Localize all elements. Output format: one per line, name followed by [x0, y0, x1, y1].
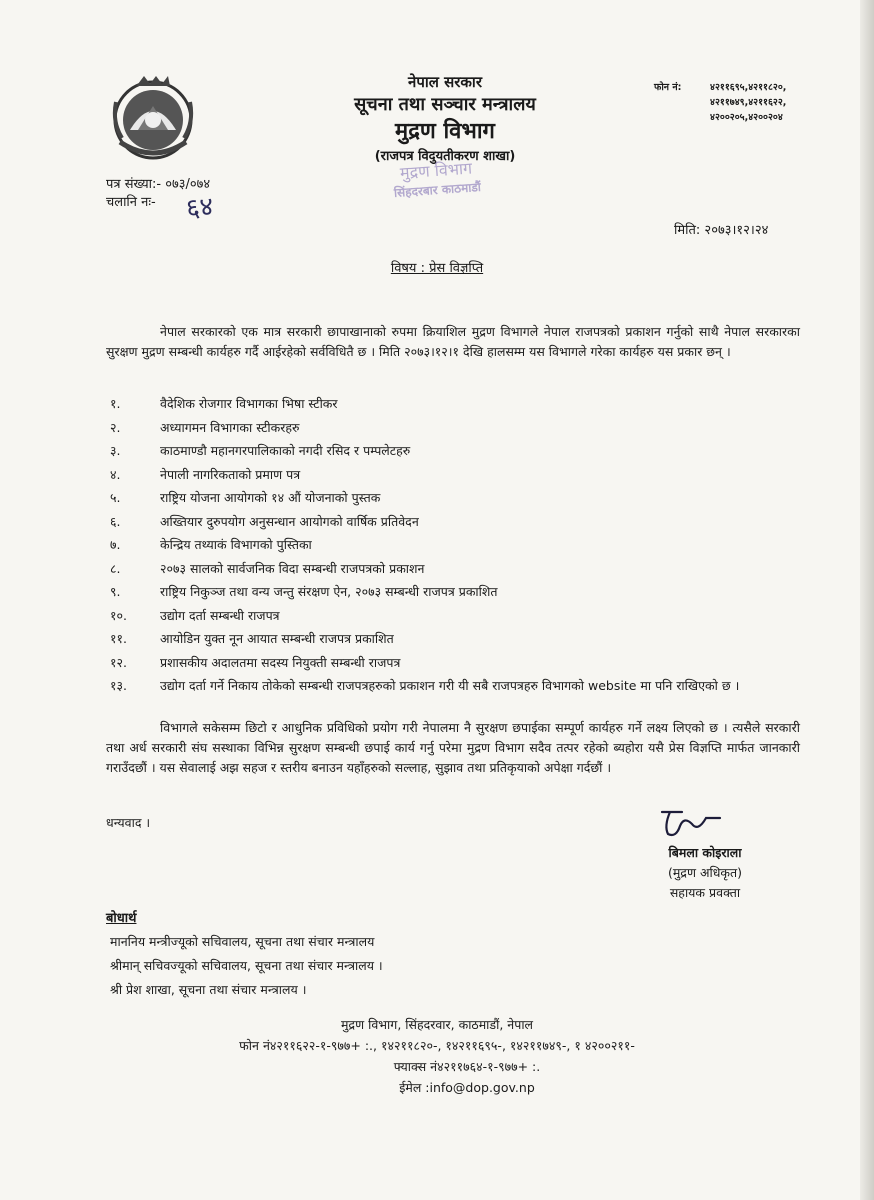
list-item-number: ६.	[110, 513, 121, 529]
list-item-number: ११.	[110, 631, 127, 646]
activity-list	[110, 394, 806, 720]
signatory-designation: (मुद्रण अधिकृत)	[667, 865, 743, 880]
list-item	[110, 535, 806, 559]
closing-paragraph: विभागले सकेसम्म छिटो र आधुनिक प्रविधिको प्रयोग गरी नेपालमा नै सुरक्षण छपाईका सम्पूर्ण कार्यहरु गर्ने लक्ष्य लिएको छ । त्यसैले सरकारी तथा अर्ध सरकारी संघ सस्थाका विभिन्न सुरक्षण सम्बन्धी छपाई कार्य गर्नु परेमा मुद्रण विभाग सदैव तत्पर रहेको ब्यहोरा यसै प्रेस विज्ञप्ति मार्फत जानकारी गराउँदछौं । यस सेवालाई अझ सहज र स्तरीय बनाउन यहाँहरुको सल्लाह, सुझाव तथा प्रतिकृयाको अपेक्षा गर्दछौं ।	[106, 720, 800, 775]
list-item-text: अध्यागमन विभागका स्टीकरहरु	[160, 419, 300, 435]
government-name: नेपाल सरकार	[408, 73, 482, 91]
cc-title: बोधार्थ	[106, 911, 137, 926]
list-item	[110, 629, 806, 653]
list-item-text: काठमाण्डौ महानगरपालिकाको नगदी रसिद र पम्पलेटहरु	[160, 443, 411, 458]
signature-block	[640, 804, 780, 900]
list-item-text: राष्ट्रिय योजना आयोगको १४ औं योजनाको पुस्तक	[160, 490, 381, 505]
letter-date: मिति: २०७३।१२।२४	[674, 223, 769, 238]
department-name: मुद्रण विभाग	[395, 119, 495, 144]
list-item-number: १.	[110, 396, 121, 411]
list-item	[110, 394, 806, 418]
signatory-role: सहायक प्रवक्ता	[669, 885, 741, 900]
list-item	[110, 512, 806, 536]
footer-address: मुद्रण विभाग, सिंहदरवार, काठमाडौं, नेपाल	[340, 1017, 534, 1032]
footer-email: ईमेल :info@dop.gov.np	[399, 1080, 535, 1095]
list-item-number: २.	[110, 419, 121, 435]
cc-list	[110, 930, 383, 1002]
list-item	[110, 653, 806, 677]
list-item	[110, 418, 806, 442]
thanks-text: धन्यवाद ।	[106, 815, 151, 830]
list-item-text: उद्योग दर्ता सम्बन्धी राजपत्र	[160, 607, 280, 623]
list-item-text: प्रशासकीय अदालतमा सदस्य नियुक्ती सम्बन्धी राजपत्र	[160, 654, 401, 670]
cc-item: माननिय मन्त्रीज्यूको सचिवालय, सूचना तथा संचार मन्त्रालय	[110, 934, 375, 949]
ministry-name: सूचना तथा सञ्चार मन्त्रालय	[354, 94, 536, 115]
cc-item: श्री प्रेश शाखा, सूचना तथा संचार मन्त्रालय ।	[110, 982, 307, 997]
letter-number-value: ०७३/०७४	[165, 177, 211, 192]
footer	[0, 1014, 874, 1098]
stamp-line-1: मुद्रण विभाग	[399, 158, 473, 183]
phone-number-line: ४२११७४९,४२११६२२,	[710, 97, 787, 108]
government-emblem-icon	[108, 72, 198, 164]
letterhead	[300, 72, 590, 167]
intro-paragraph: नेपाल सरकारको एक मात्र सरकारी छापाखानाको रुपमा क्रियाशिल मुद्रण विभागले नेपाल राजपत्रको प्रकाशन गर्नुको साथै नेपाल सरकारका सुरक्षण मुद्रण सम्बन्धी कार्यहरु गर्दै आईरहेको सर्वविधितै छ । मिति २०७३।१२।१ देखि हालसम्म यस विभागले गरेका कार्यहरु यस प्रकार छन् ।	[106, 324, 800, 359]
list-item-number: ४.	[110, 466, 121, 482]
list-item-number: ८.	[110, 560, 121, 576]
list-item	[110, 488, 806, 512]
list-item-text: २०७३ सालको सार्वजनिक विदा सम्बन्धी राजपत्रको प्रकाशन	[160, 560, 425, 576]
list-item	[110, 441, 806, 465]
subject-line: विषय : प्रेस विज्ञप्ति	[390, 261, 484, 276]
list-item	[110, 606, 806, 630]
phone-label: फोन नं:	[654, 82, 682, 93]
list-item-number: ३.	[110, 443, 121, 458]
list-item-number: १३.	[110, 678, 127, 693]
list-item-number: ९.	[110, 584, 121, 599]
list-item-number: ५.	[110, 490, 121, 505]
list-item-text: नेपाली नागरिकताको प्रमाण पत्र	[160, 466, 301, 482]
footer-fax: फ्याक्स नं४२११७६४-१-९७७+ :.	[393, 1059, 541, 1074]
stamp-line-2: सिंहदरबार काठमाडौं	[393, 179, 482, 201]
list-item-text: अख्तियार दुरुपयोग अनुसन्धान आयोगको वार्षिक प्रतिवेदन	[160, 513, 419, 529]
dispatch-number-label: चलानि नः-	[106, 195, 156, 210]
list-item	[110, 582, 806, 606]
dispatch-number-handwritten: ६४	[184, 191, 215, 225]
list-item-text: केन्द्रिय तथ्याकं विभागको पुस्तिका	[160, 537, 312, 552]
section-name: (राजपत्र विदुयतीकरण शाखा)	[374, 149, 516, 164]
phone-number-line: ४२००२०५,४२००२०४	[710, 112, 783, 123]
list-item-number: १०.	[110, 607, 127, 623]
list-item	[110, 559, 806, 583]
list-item-number: ७.	[110, 537, 121, 552]
phone-numbers	[710, 80, 830, 125]
list-item-text: आयोडिन युक्त नून आयात सम्बन्धी राजपत्र प्रकाशित	[160, 631, 394, 646]
list-item-text: उद्योग दर्ता गर्ने निकाय तोकेको सम्बन्धी राजपत्रहरुको प्रकाशन गरी यी सबै राजपत्रहरु विभागको website मा पनि राखिएको छ ।	[160, 678, 740, 693]
list-item	[110, 465, 806, 489]
list-item	[110, 676, 806, 720]
signatory-name: बिमला कोइराला	[668, 845, 742, 860]
list-item-text: वैदेशिक रोजगार विभागका भिषा स्टीकर	[160, 396, 338, 411]
letter-number-label: पत्र संख्या:-	[106, 177, 162, 192]
cc-item: श्रीमान् सचिवज्यूको सचिवालय, सूचना तथा संचार मन्त्रालय ।	[110, 958, 383, 973]
signature-scribble-icon	[656, 804, 726, 840]
list-item-number: १२.	[110, 654, 127, 670]
list-item-text: राष्ट्रिय निकुञ्ज तथा वन्य जन्तु संरक्षण ऐन, २०७३ सम्बन्धी राजपत्र प्रकाशित	[160, 584, 498, 599]
footer-phone: फोन नं४२११६२२-१-९७७+ :., १४२११८२०-, १४२११६९५-, १४२११७४९-, १ ४२००२११-	[239, 1038, 635, 1053]
phone-number-line: ४२११६९५,४२११८२०,	[710, 82, 787, 93]
